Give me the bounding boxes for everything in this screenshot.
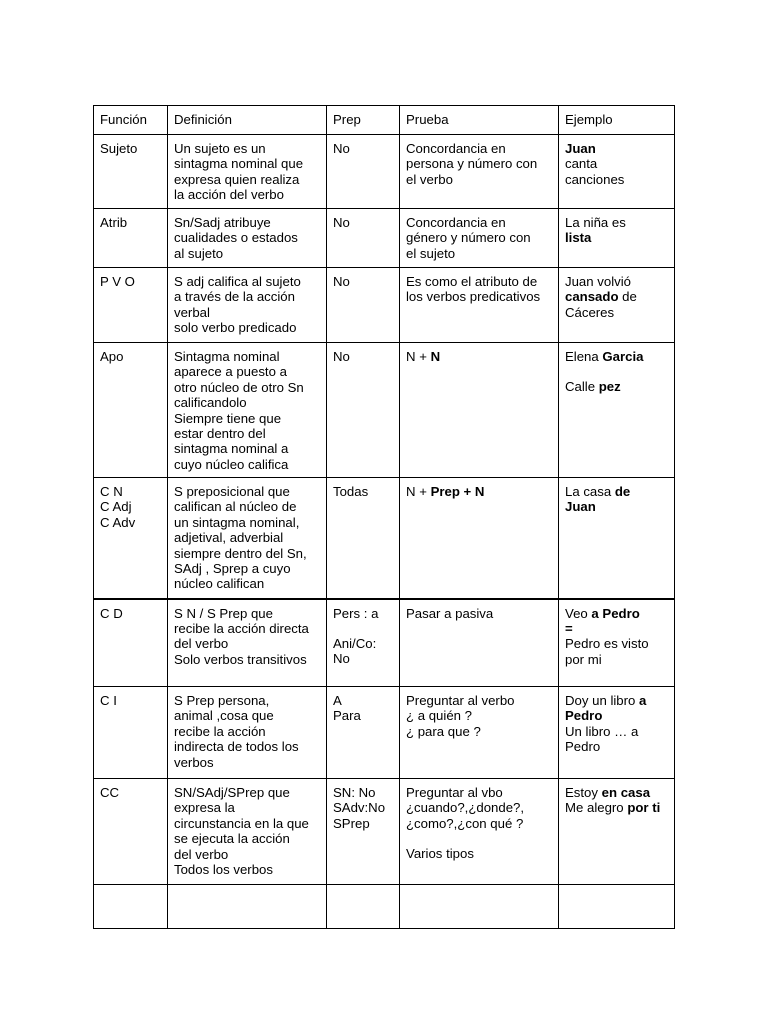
text: No (333, 215, 350, 230)
text: Veo (565, 605, 592, 621)
cell-definicion (168, 779, 327, 885)
text: No (333, 349, 350, 364)
cell-line (174, 349, 321, 364)
cell-line (174, 561, 321, 576)
text: Atrib (100, 215, 128, 230)
cell-prueba (400, 343, 559, 478)
cell-line (174, 606, 321, 621)
header-funcion: Función (94, 106, 168, 135)
cell-line (100, 215, 162, 230)
cell-line (174, 215, 321, 230)
cell-line (565, 156, 669, 171)
cell-ejemplo (559, 478, 675, 599)
cell-line (333, 215, 394, 230)
text: Sn/Sadj atribuye (174, 215, 271, 230)
text: Pedro es visto (565, 636, 649, 652)
cell-line (333, 800, 394, 815)
text: SPrep (333, 815, 370, 831)
text: calificandolo (174, 395, 247, 411)
text: Me alegro (565, 800, 628, 816)
table-row (94, 343, 675, 478)
text: S adj califica al sujeto (174, 274, 301, 289)
text: animal ,cosa que (174, 708, 274, 724)
text: expresa quien realiza (174, 171, 300, 187)
bold-text: N (430, 349, 441, 364)
cell-definicion (168, 599, 327, 687)
cell-line (406, 831, 553, 846)
cell-line (174, 411, 321, 426)
text: CC (100, 785, 120, 800)
cell-line (100, 349, 162, 364)
cell-line (174, 484, 321, 499)
cell-line (565, 652, 669, 667)
cell-line (174, 800, 321, 815)
bold-text: en casa (601, 785, 651, 800)
text: Un libro … a (565, 723, 639, 739)
text: SN/SAdj/SPrep que (174, 785, 290, 800)
cell-line (174, 636, 321, 651)
text: Ani/Co: (333, 635, 377, 651)
text: No (333, 651, 350, 667)
text: verbos (174, 754, 214, 770)
cell-line (174, 515, 321, 530)
cell-line (174, 230, 321, 245)
text: Apo (100, 349, 124, 364)
text: Juan volvió (565, 274, 631, 289)
cell-line (333, 816, 394, 831)
text: circunstancia en la que (174, 815, 309, 831)
text: sintagma nominal a (174, 441, 289, 457)
cell-prueba (400, 687, 559, 779)
text: expresa la (174, 800, 235, 816)
cell-line (565, 230, 669, 245)
cell-prueba (400, 268, 559, 343)
text: del verbo (174, 636, 229, 652)
table-row (94, 268, 675, 343)
cell-line (174, 320, 321, 335)
table-row (94, 209, 675, 268)
cell-definicion (168, 343, 327, 478)
cell-line (333, 708, 394, 723)
text: C Adv (100, 514, 136, 530)
cell-prep (327, 478, 400, 599)
cell-line (406, 172, 553, 187)
cell-prep (327, 687, 400, 779)
text: Un sujeto es un (174, 141, 266, 156)
cell-definicion (168, 687, 327, 779)
table-row (94, 478, 675, 599)
cell-line (406, 846, 553, 861)
cell-line (565, 274, 669, 289)
cell-line (174, 621, 321, 636)
cell-line (100, 484, 162, 499)
text: Elena (565, 349, 603, 364)
cell-line (406, 785, 553, 800)
cell-funcion (94, 209, 168, 268)
cell-prueba (400, 599, 559, 687)
cell-line (565, 141, 669, 156)
text: C D (100, 605, 123, 621)
text: Pedro (565, 739, 601, 755)
cell-line (406, 215, 553, 230)
text: Calle (565, 379, 599, 395)
cell-line (406, 156, 553, 171)
cell-line (333, 349, 394, 364)
cell-ejemplo (559, 779, 675, 885)
text: otro núcleo de otro Sn (174, 379, 304, 395)
cell-line (406, 606, 553, 621)
cell-line (565, 621, 669, 636)
table-header-row (94, 106, 675, 135)
cell-prep (327, 599, 400, 687)
text: Para (333, 708, 361, 724)
text: verbal (174, 304, 210, 320)
header-ejemplo: Ejemplo (559, 106, 675, 135)
cell-definicion (168, 268, 327, 343)
cell-line (333, 274, 394, 289)
header-prueba: Prueba (400, 106, 559, 135)
text: Sintagma nominal (174, 349, 280, 364)
cell-line (100, 141, 162, 156)
cell-line (565, 606, 669, 621)
text: sintagma nominal que (174, 156, 304, 172)
cell-line (100, 515, 162, 530)
cell-line (565, 305, 669, 320)
text: ¿como?,¿con qué ? (406, 815, 524, 831)
cell-line (174, 724, 321, 739)
cell-line (565, 289, 669, 304)
table-row (94, 599, 675, 687)
text: de (618, 289, 637, 305)
text: La niña es (565, 215, 626, 230)
text: por mi (565, 651, 602, 667)
text: C Adj (100, 499, 132, 515)
text: Sujeto (100, 141, 138, 156)
cell-line (100, 785, 162, 800)
bold-text: Prep + N (430, 484, 485, 499)
text: califican al núcleo de (174, 499, 297, 515)
cell-ejemplo (559, 687, 675, 779)
bold-text: a Pedro (591, 605, 640, 621)
grammar-functions-table (93, 105, 675, 929)
cell-line (174, 380, 321, 395)
text: La casa (565, 484, 615, 499)
text: Concordancia en (406, 141, 506, 156)
cell-line (174, 785, 321, 800)
cell-ejemplo (559, 209, 675, 268)
cell-line (333, 141, 394, 156)
cell-line (174, 441, 321, 456)
cell-line (406, 274, 553, 289)
bold-text: Juan (565, 141, 596, 156)
text: del verbo (174, 846, 229, 862)
cell-ejemplo (559, 885, 675, 929)
cell-line (406, 708, 553, 723)
cell-definicion (168, 885, 327, 929)
text: género y número con (406, 230, 531, 246)
cell-definicion (168, 478, 327, 599)
text: P V O (100, 274, 135, 289)
text: la acción del verbo (174, 187, 284, 203)
text: cuyo núcleo califica (174, 456, 289, 472)
cell-line (565, 215, 669, 230)
cell-line (565, 484, 669, 499)
text: Cáceres (565, 304, 615, 320)
cell-line (174, 530, 321, 545)
text: A (333, 693, 342, 708)
text: SAdv:No (333, 800, 386, 816)
cell-line (174, 816, 321, 831)
cell-line (406, 484, 553, 499)
cell-line (565, 739, 669, 754)
cell-prep (327, 779, 400, 885)
table-row (94, 687, 675, 779)
text: recibe la acción (174, 723, 266, 739)
cell-line (174, 274, 321, 289)
cell-line (100, 274, 162, 289)
cell-line (174, 457, 321, 472)
text: solo verbo predicado (174, 320, 297, 336)
text: Doy un libro (565, 693, 640, 708)
cell-funcion (94, 268, 168, 343)
table-row (94, 779, 675, 885)
cell-line (406, 289, 553, 304)
cell-line (174, 546, 321, 561)
text: N + (406, 484, 431, 499)
cell-line (174, 246, 321, 261)
cell-line (565, 708, 669, 723)
cell-line (174, 831, 321, 846)
text: Estoy (565, 785, 602, 800)
text: ¿ para que ? (406, 723, 481, 739)
text: Pasar a pasiva (406, 605, 494, 621)
cell-line (565, 800, 669, 815)
cell-line (333, 636, 394, 651)
text: SN: No (333, 785, 376, 800)
bold-text: a (639, 693, 647, 708)
cell-line (565, 379, 669, 394)
text: estar dentro del (174, 426, 266, 442)
cell-prueba (400, 779, 559, 885)
cell-line (565, 785, 669, 800)
cell-line (406, 724, 553, 739)
cell-line (406, 246, 553, 261)
cell-line (565, 499, 669, 514)
bold-text: lista (565, 230, 592, 246)
cell-line (333, 651, 394, 666)
text: ¿cuando?,¿donde?, (406, 800, 525, 816)
cell-funcion (94, 599, 168, 687)
text: C N (100, 484, 123, 499)
cell-ejemplo (559, 599, 675, 687)
cell-line (565, 349, 669, 364)
cell-ejemplo (559, 268, 675, 343)
text: los verbos predicativos (406, 289, 541, 305)
cell-line (333, 785, 394, 800)
cell-line (174, 862, 321, 877)
cell-line (174, 755, 321, 770)
cell-line (406, 816, 553, 831)
cell-line (174, 426, 321, 441)
bold-text: de (614, 484, 631, 499)
text: se ejecuta la acción (174, 831, 290, 847)
text: S N / S Prep que (174, 605, 273, 621)
text: canta (565, 156, 598, 172)
cell-prueba (400, 885, 559, 929)
text: S preposicional que (174, 484, 290, 499)
text: SAdj , Sprep a cuyo (174, 561, 291, 577)
text: persona y número con (406, 156, 538, 172)
cell-line (406, 800, 553, 815)
cell-prep (327, 885, 400, 929)
text: Siempre tiene que (174, 410, 282, 426)
table-row (94, 885, 675, 929)
text: Es como el atributo de (406, 274, 538, 289)
cell-line (406, 230, 553, 245)
cell-line (565, 693, 669, 708)
text: al sujeto (174, 245, 224, 261)
cell-line (174, 739, 321, 754)
text: recibe la acción directa (174, 620, 309, 636)
cell-line (333, 693, 394, 708)
cell-funcion (94, 885, 168, 929)
text: siempre dentro del Sn, (174, 545, 307, 561)
cell-ejemplo (559, 135, 675, 209)
cell-line (406, 349, 553, 364)
text: Preguntar al verbo (406, 693, 515, 708)
cell-line (174, 847, 321, 862)
text: No (333, 274, 350, 289)
cell-line (174, 305, 321, 320)
text: Varios tipos (406, 846, 474, 862)
cell-line (565, 172, 669, 187)
cell-prueba (400, 135, 559, 209)
text: Pers : a (333, 605, 379, 621)
cell-line (174, 187, 321, 202)
cell-line (406, 141, 553, 156)
cell-definicion (168, 135, 327, 209)
cell-funcion (94, 478, 168, 599)
text: un sintagma nominal, (174, 514, 300, 530)
cell-line (333, 484, 394, 499)
text: canciones (565, 171, 625, 187)
cell-line (174, 576, 321, 591)
cell-line (174, 156, 321, 171)
cell-line (406, 693, 553, 708)
text: cualidades o estados (174, 230, 298, 246)
cell-line (174, 708, 321, 723)
cell-line (100, 693, 162, 708)
text: a través de la acción (174, 289, 295, 305)
cell-prep (327, 135, 400, 209)
cell-definicion (168, 209, 327, 268)
cell-line (174, 289, 321, 304)
text: Todos los verbos (174, 862, 273, 878)
text: Solo verbos transitivos (174, 651, 307, 667)
text: C I (100, 693, 117, 708)
text: el verbo (406, 171, 453, 187)
cell-line (565, 724, 669, 739)
bold-text: = (565, 620, 573, 636)
bold-text: pez (598, 379, 621, 395)
bold-text: cansado (565, 289, 619, 305)
cell-prep (327, 209, 400, 268)
text: adjetival, adverbial (174, 530, 284, 546)
cell-funcion (94, 343, 168, 478)
text: indirecta de todos los (174, 739, 299, 755)
cell-line (100, 499, 162, 514)
header-prep: Prep (327, 106, 400, 135)
text: Concordancia en (406, 215, 506, 230)
cell-line (174, 172, 321, 187)
text: aparece a puesto a (174, 364, 287, 380)
header-definicion: Definición (168, 106, 327, 135)
table-row (94, 135, 675, 209)
cell-line (174, 499, 321, 514)
cell-prueba (400, 478, 559, 599)
text: Preguntar al vbo (406, 785, 503, 800)
cell-funcion (94, 135, 168, 209)
cell-funcion (94, 779, 168, 885)
cell-line (174, 652, 321, 667)
text: S Prep persona, (174, 693, 270, 708)
cell-prueba (400, 209, 559, 268)
cell-line (174, 693, 321, 708)
cell-line (333, 621, 394, 636)
text: el sujeto (406, 245, 456, 261)
cell-funcion (94, 687, 168, 779)
text: N + (406, 349, 431, 364)
cell-line (333, 606, 394, 621)
cell-ejemplo (559, 343, 675, 478)
cell-line (565, 636, 669, 651)
cell-line (174, 395, 321, 410)
text: ¿ a quién ? (406, 708, 472, 724)
cell-prep (327, 268, 400, 343)
text: Todas (333, 484, 369, 499)
cell-prep (327, 343, 400, 478)
bold-text: Pedro (565, 708, 603, 724)
bold-text: Garcia (602, 349, 644, 364)
bold-text: Juan (565, 499, 596, 515)
cell-line (565, 364, 669, 379)
bold-text: por ti (627, 800, 661, 816)
text: núcleo califican (174, 576, 265, 592)
cell-line (100, 606, 162, 621)
cell-line (174, 364, 321, 379)
cell-line (174, 141, 321, 156)
text: No (333, 141, 350, 156)
